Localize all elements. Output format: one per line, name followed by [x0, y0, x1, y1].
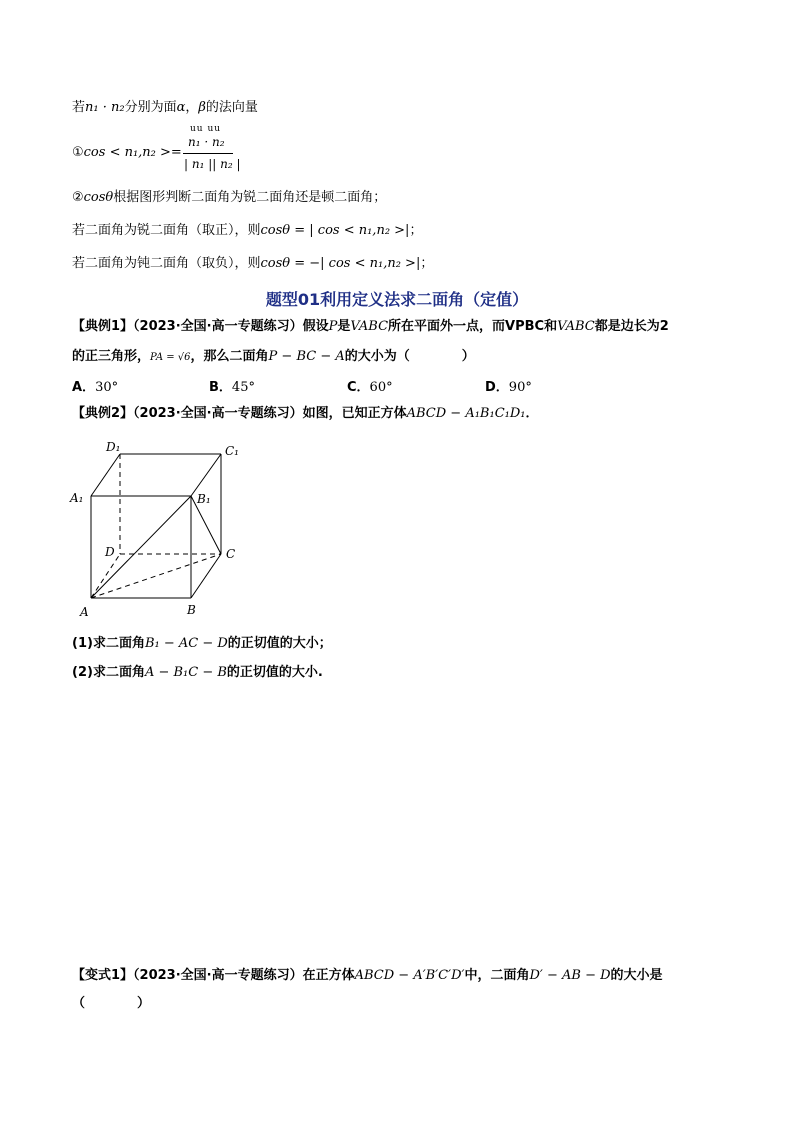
alpha-symbol: α [176, 100, 186, 115]
variant-1-text: 的大小是 [610, 968, 663, 983]
example-2-line [72, 405, 539, 423]
option-b[interactable] [209, 376, 255, 395]
dihedral-angle: A − B₁C − B [144, 665, 227, 680]
circled-two: ② [72, 190, 84, 205]
answer-blank: 的大小为（ ） [344, 349, 475, 364]
question-1 [72, 635, 332, 653]
cube-name: ABCD − A₁B₁C₁D₁ [406, 406, 526, 421]
question-text: 求二面角 [92, 636, 145, 651]
cube-figure [60, 430, 260, 625]
vector-arrow-marks: uu uu [190, 124, 222, 134]
example-2-tag: 【典例2】 [72, 406, 134, 421]
option-a[interactable] [72, 376, 118, 395]
example-1-text: 所在平面外一点，而VPBC和 [388, 319, 558, 334]
pa-length: PA = √6 [150, 352, 191, 363]
example-1-text: 的正三角形， [72, 349, 151, 364]
fraction-numerator: n₁ · n₂ [188, 135, 225, 149]
option-label: D． [485, 380, 509, 395]
example-1-line-1 [72, 318, 669, 336]
cube-name: ABCD − A′B′C′D′ [354, 968, 465, 983]
triangle-abc: VABC [557, 319, 595, 334]
label-c: C [226, 547, 236, 561]
obtuse-end: ； [420, 256, 434, 271]
example-2-end: ． [525, 406, 539, 421]
variant-1-tag: 【变式1】 [72, 968, 134, 983]
example-1-text: 都是边长为2 [594, 319, 669, 334]
acute-formula: cosθ = | cos < n₁,n₂ >| [260, 223, 410, 238]
obtuse-line [72, 255, 433, 273]
intro-text: 若 [72, 100, 86, 115]
variant-1-source: （2023·全国·高一专题练习） [133, 968, 303, 983]
label-a1: A₁ [70, 491, 84, 505]
example-1-text: 假设 [302, 319, 329, 334]
example-2-source: （2023·全国·高一专题练习） [133, 406, 303, 421]
variant-1-line-1 [72, 967, 663, 985]
example-1-text: 是 [337, 319, 351, 334]
formula-2-text: 根据图形判断二面角为锐二面角还是顿二面角； [113, 190, 387, 205]
intro-text-mid: 分别为面 [124, 100, 177, 115]
option-label: B． [209, 380, 232, 395]
fraction-denominator: | n₁ || n₂ | [184, 157, 241, 171]
obtuse-text: 若二面角为钝二面角（取负），则 [72, 256, 261, 271]
question-text: 的正切值的大小； [227, 636, 332, 651]
label-d: D [105, 545, 115, 559]
dihedral-angle: D′ − AB − D [529, 968, 611, 983]
label-a: A [80, 605, 89, 619]
example-1-source: （2023·全国·高一专题练习） [133, 319, 303, 334]
normal-vectors: n₁ · n₂ [85, 100, 125, 115]
formula-1 [72, 144, 182, 162]
question-number: (1) [72, 636, 93, 651]
formula-2 [72, 189, 386, 207]
label-c1: C₁ [225, 444, 239, 458]
variant-1-text: 在正方体 [302, 968, 355, 983]
label-b: B [187, 603, 196, 617]
question-2 [72, 664, 323, 682]
acute-text: 若二面角为锐二面角（取正），则 [72, 223, 261, 238]
example-1-text: ，那么二面角 [190, 349, 269, 364]
circled-one: ① [72, 145, 84, 160]
beta-symbol: β [198, 100, 206, 115]
option-label: A． [72, 380, 96, 395]
acute-end: ； [409, 223, 423, 238]
option-value: 60° [369, 380, 393, 395]
separator: ， [185, 100, 199, 115]
option-d[interactable] [485, 376, 532, 395]
dihedral-angle: B₁ − AC − D [144, 636, 228, 651]
variant-1-text: 中，二面角 [464, 968, 530, 983]
question-text: 求二面角 [92, 665, 145, 680]
fraction-bar [183, 153, 233, 154]
intro-text-end: 的法向量 [205, 100, 258, 115]
example-1-tag: 【典例1】 [72, 319, 134, 334]
option-label: C． [347, 380, 370, 395]
intro-line [72, 99, 258, 117]
option-value: 90° [508, 380, 532, 395]
point-p: P [328, 319, 338, 334]
question-text: 的正切值的大小. [226, 665, 323, 680]
cos-lhs: cos < n₁,n₂ >= [83, 145, 182, 160]
option-value: 30° [95, 380, 119, 395]
section-title: 题型01利用定义法求二面角（定值） [265, 290, 529, 309]
cos-theta: cosθ [83, 190, 114, 205]
dihedral-angle: P − BC − A [268, 349, 345, 364]
example-2-text: 如图，已知正方体 [302, 406, 407, 421]
label-d1: D₁ [106, 440, 121, 454]
obtuse-formula: cosθ = −| cos < n₁,n₂ >| [260, 256, 421, 271]
example-1-line-2 [72, 348, 475, 367]
label-b1: B₁ [197, 492, 211, 506]
option-value: 45° [231, 380, 255, 395]
triangle-abc: VABC [350, 319, 389, 334]
question-number: (2) [72, 665, 93, 680]
option-c[interactable] [347, 376, 393, 395]
variant-1-blank: （ ） [72, 996, 151, 1011]
acute-line [72, 222, 422, 240]
